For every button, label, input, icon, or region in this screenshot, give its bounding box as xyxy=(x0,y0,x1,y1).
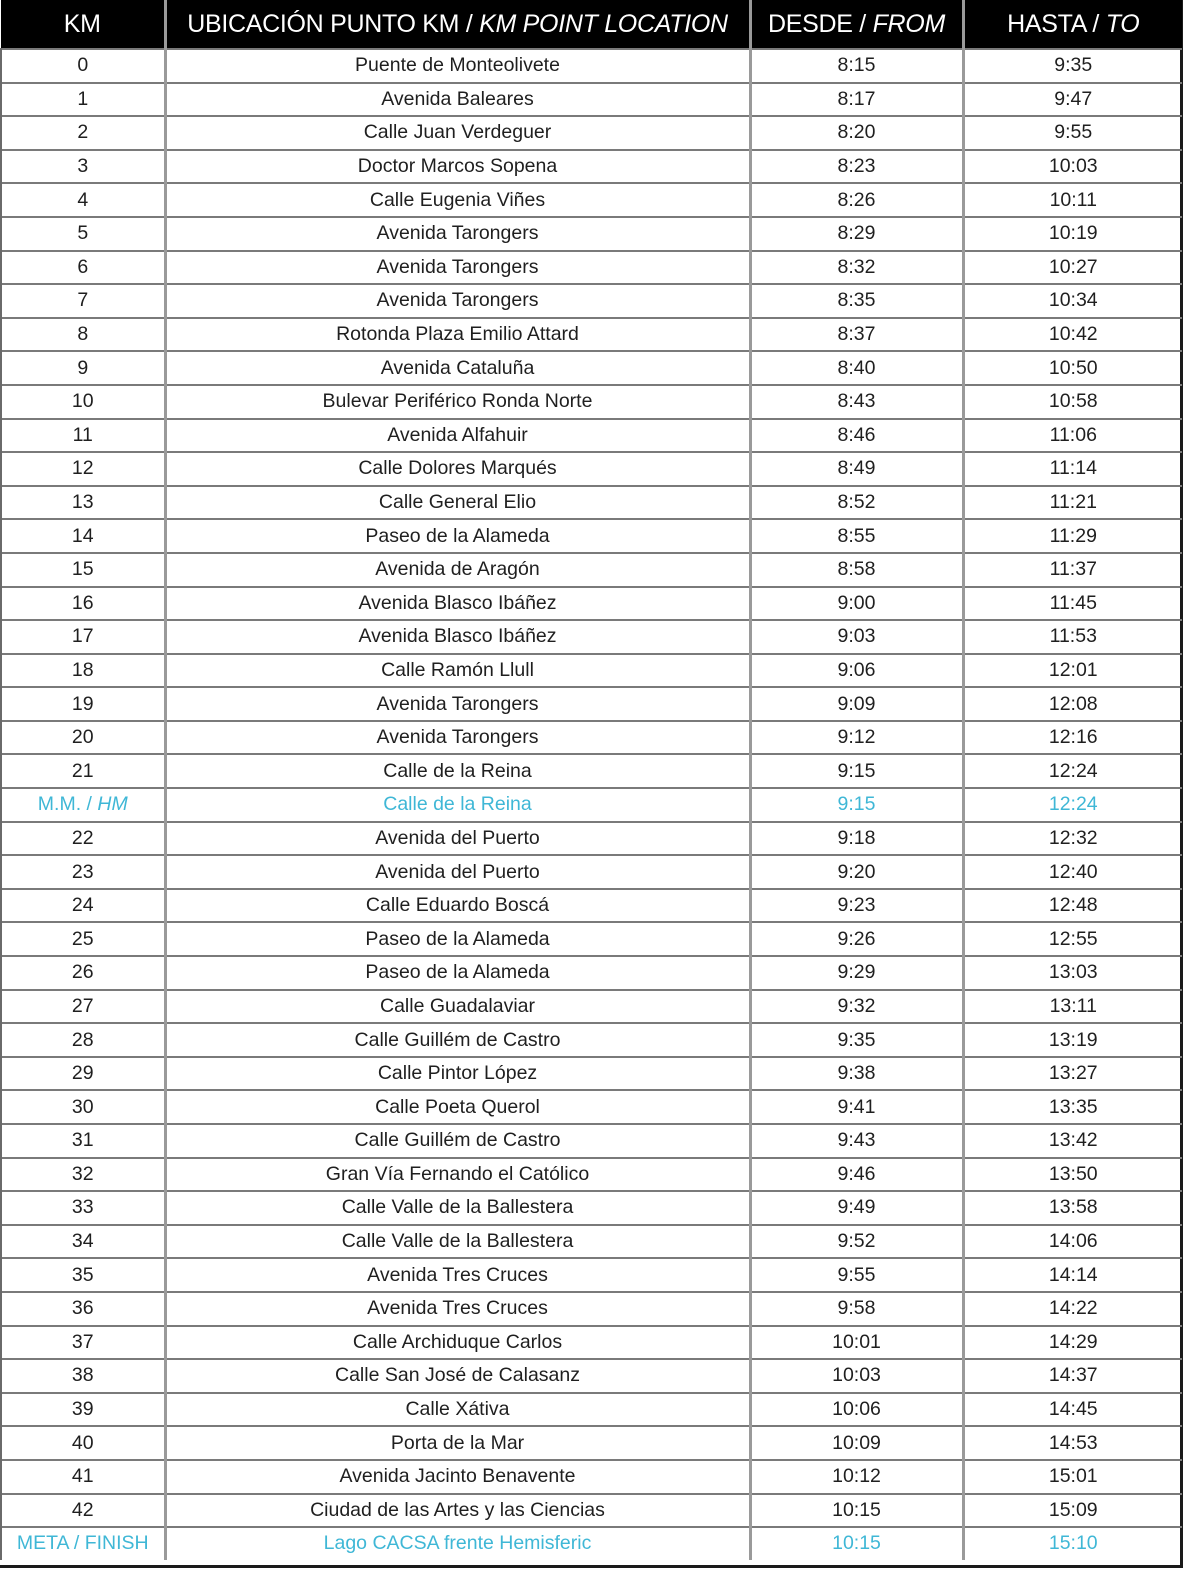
header-from: DESDE / FROM xyxy=(750,0,963,49)
from-time-cell: 10:03 xyxy=(750,1359,963,1393)
location-cell: Paseo de la Alameda xyxy=(165,519,750,553)
km-cell: 28 xyxy=(1,1023,165,1057)
from-time-cell: 9:18 xyxy=(750,822,963,856)
from-time-cell: 10:01 xyxy=(750,1326,963,1360)
to-time-cell: 13:19 xyxy=(963,1023,1182,1057)
km-cell: 33 xyxy=(1,1191,165,1225)
location-cell: Calle Guillém de Castro xyxy=(165,1124,750,1158)
from-time-cell: 8:26 xyxy=(750,183,963,217)
to-time-cell: 15:10 xyxy=(963,1527,1182,1560)
location-cell: Avenida Tarongers xyxy=(165,721,750,755)
from-time-cell: 10:06 xyxy=(750,1393,963,1427)
from-time-cell: 10:15 xyxy=(750,1527,963,1560)
table-row xyxy=(1,49,1182,83)
from-time-cell: 8:15 xyxy=(750,49,963,83)
location-cell: Calle San José de Calasanz xyxy=(165,1359,750,1393)
table-row xyxy=(1,1023,1182,1057)
from-time-cell: 9:41 xyxy=(750,1090,963,1124)
from-time-cell: 9:49 xyxy=(750,1191,963,1225)
location-cell: Avenida de Aragón xyxy=(165,553,750,587)
to-time-cell: 11:06 xyxy=(963,419,1182,453)
table-row xyxy=(1,1494,1182,1528)
km-cell: 35 xyxy=(1,1258,165,1292)
km-cell: 6 xyxy=(1,251,165,285)
location-cell: Avenida Tarongers xyxy=(165,284,750,318)
location-cell: Avenida Tres Cruces xyxy=(165,1292,750,1326)
to-time-cell: 11:21 xyxy=(963,486,1182,520)
from-time-cell: 8:20 xyxy=(750,116,963,150)
table-row-highlight xyxy=(1,1527,1182,1560)
from-time-cell: 9:06 xyxy=(750,654,963,688)
to-time-cell: 12:16 xyxy=(963,721,1182,755)
table-row xyxy=(1,385,1182,419)
location-cell: Paseo de la Alameda xyxy=(165,922,750,956)
location-cell: Calle Guillém de Castro xyxy=(165,1023,750,1057)
location-cell: Avenida del Puerto xyxy=(165,822,750,856)
km-cell: 19 xyxy=(1,687,165,721)
km-cell: 31 xyxy=(1,1124,165,1158)
table-row xyxy=(1,1292,1182,1326)
from-time-cell: 10:15 xyxy=(750,1494,963,1528)
table-row xyxy=(1,956,1182,990)
location-cell: Calle de la Reina xyxy=(165,754,750,788)
location-cell: Bulevar Periférico Ronda Norte xyxy=(165,385,750,419)
from-time-cell: 9:43 xyxy=(750,1124,963,1158)
table-row xyxy=(1,754,1182,788)
to-time-cell: 12:08 xyxy=(963,687,1182,721)
from-time-cell: 9:15 xyxy=(750,754,963,788)
to-time-cell: 11:53 xyxy=(963,620,1182,654)
header-location: UBICACIÓN PUNTO KM / KM POINT LOCATION xyxy=(165,0,750,49)
table-row xyxy=(1,922,1182,956)
to-time-cell: 14:29 xyxy=(963,1326,1182,1360)
location-cell: Calle Juan Verdeguer xyxy=(165,116,750,150)
to-time-cell: 10:11 xyxy=(963,183,1182,217)
to-time-cell: 9:47 xyxy=(963,83,1182,117)
table-row xyxy=(1,990,1182,1024)
km-cell: 4 xyxy=(1,183,165,217)
to-time-cell: 13:03 xyxy=(963,956,1182,990)
from-time-cell: 9:32 xyxy=(750,990,963,1024)
km-cell: 8 xyxy=(1,318,165,352)
location-cell: Calle Valle de la Ballestera xyxy=(165,1191,750,1225)
to-time-cell: 10:03 xyxy=(963,150,1182,184)
to-time-cell: 14:53 xyxy=(963,1426,1182,1460)
km-cell: 27 xyxy=(1,990,165,1024)
table-row xyxy=(1,251,1182,285)
km-cell: 0 xyxy=(1,49,165,83)
table-row xyxy=(1,1460,1182,1494)
km-cell: 39 xyxy=(1,1393,165,1427)
from-time-cell: 8:29 xyxy=(750,217,963,251)
table-row xyxy=(1,1326,1182,1360)
to-time-cell: 11:37 xyxy=(963,553,1182,587)
km-cell: 9 xyxy=(1,351,165,385)
location-cell: Avenida del Puerto xyxy=(165,855,750,889)
from-time-cell: 9:55 xyxy=(750,1258,963,1292)
from-time-cell: 8:49 xyxy=(750,452,963,486)
to-time-cell: 10:42 xyxy=(963,318,1182,352)
table-row xyxy=(1,1090,1182,1124)
to-time-cell: 14:14 xyxy=(963,1258,1182,1292)
location-cell: Calle de la Reina xyxy=(165,788,750,822)
km-cell: 40 xyxy=(1,1426,165,1460)
km-cell: 7 xyxy=(1,284,165,318)
location-cell: Calle Xátiva xyxy=(165,1393,750,1427)
location-cell: Avenida Blasco Ibáñez xyxy=(165,620,750,654)
to-time-cell: 10:27 xyxy=(963,251,1182,285)
from-time-cell: 10:12 xyxy=(750,1460,963,1494)
to-time-cell: 10:50 xyxy=(963,351,1182,385)
location-cell: Avenida Alfahuir xyxy=(165,419,750,453)
km-cell: META / FINISH xyxy=(1,1527,165,1560)
table-row xyxy=(1,553,1182,587)
table-row xyxy=(1,721,1182,755)
location-cell: Puente de Monteolivete xyxy=(165,49,750,83)
to-time-cell: 13:58 xyxy=(963,1191,1182,1225)
to-time-cell: 12:32 xyxy=(963,822,1182,856)
to-time-cell: 12:55 xyxy=(963,922,1182,956)
location-cell: Calle Pintor López xyxy=(165,1057,750,1091)
table-row xyxy=(1,889,1182,923)
table-row xyxy=(1,1225,1182,1259)
km-cell: 18 xyxy=(1,654,165,688)
km-cell: 5 xyxy=(1,217,165,251)
km-cell: 26 xyxy=(1,956,165,990)
location-cell: Calle Guadalaviar xyxy=(165,990,750,1024)
from-time-cell: 9:15 xyxy=(750,788,963,822)
to-time-cell: 9:55 xyxy=(963,116,1182,150)
header-km: KM xyxy=(1,0,165,49)
from-time-cell: 8:55 xyxy=(750,519,963,553)
location-cell: Avenida Tres Cruces xyxy=(165,1258,750,1292)
location-cell: Lago CACSA frente Hemisferic xyxy=(165,1527,750,1560)
table-row xyxy=(1,620,1182,654)
table-body xyxy=(1,49,1182,1560)
km-cell: 1 xyxy=(1,83,165,117)
to-time-cell: 14:45 xyxy=(963,1393,1182,1427)
from-time-cell: 9:35 xyxy=(750,1023,963,1057)
km-cell: 25 xyxy=(1,922,165,956)
km-cell: 13 xyxy=(1,486,165,520)
km-cell: 15 xyxy=(1,553,165,587)
location-cell: Gran Vía Fernando el Católico xyxy=(165,1158,750,1192)
header-to: HASTA / TO xyxy=(963,0,1182,49)
from-time-cell: 8:32 xyxy=(750,251,963,285)
from-time-cell: 8:52 xyxy=(750,486,963,520)
to-time-cell: 12:01 xyxy=(963,654,1182,688)
km-cell: 29 xyxy=(1,1057,165,1091)
location-cell: Calle Poeta Querol xyxy=(165,1090,750,1124)
km-cell: 34 xyxy=(1,1225,165,1259)
km-cell: 38 xyxy=(1,1359,165,1393)
location-cell: Avenida Baleares xyxy=(165,83,750,117)
location-cell: Rotonda Plaza Emilio Attard xyxy=(165,318,750,352)
table-row xyxy=(1,1258,1182,1292)
to-time-cell: 12:24 xyxy=(963,754,1182,788)
table-header xyxy=(1,0,1182,49)
table-row xyxy=(1,83,1182,117)
from-time-cell: 9:20 xyxy=(750,855,963,889)
km-cell: 36 xyxy=(1,1292,165,1326)
table-row xyxy=(1,150,1182,184)
from-time-cell: 9:46 xyxy=(750,1158,963,1192)
location-cell: Doctor Marcos Sopena xyxy=(165,150,750,184)
km-cell: 11 xyxy=(1,419,165,453)
table-row xyxy=(1,1158,1182,1192)
location-cell: Calle Eugenia Viñes xyxy=(165,183,750,217)
to-time-cell: 11:45 xyxy=(963,587,1182,621)
to-time-cell: 13:35 xyxy=(963,1090,1182,1124)
from-time-cell: 9:09 xyxy=(750,687,963,721)
from-time-cell: 9:03 xyxy=(750,620,963,654)
km-cell: 30 xyxy=(1,1090,165,1124)
to-time-cell: 13:27 xyxy=(963,1057,1182,1091)
location-cell: Paseo de la Alameda xyxy=(165,956,750,990)
km-cell: 20 xyxy=(1,721,165,755)
to-time-cell: 12:40 xyxy=(963,855,1182,889)
location-cell: Avenida Tarongers xyxy=(165,687,750,721)
location-cell: Avenida Blasco Ibáñez xyxy=(165,587,750,621)
table-row xyxy=(1,318,1182,352)
from-time-cell: 9:58 xyxy=(750,1292,963,1326)
from-time-cell: 8:37 xyxy=(750,318,963,352)
table-row xyxy=(1,1124,1182,1158)
from-time-cell: 9:12 xyxy=(750,721,963,755)
table-row xyxy=(1,1426,1182,1460)
km-cell: 32 xyxy=(1,1158,165,1192)
table-row xyxy=(1,1191,1182,1225)
from-time-cell: 9:52 xyxy=(750,1225,963,1259)
km-cell: 14 xyxy=(1,519,165,553)
from-time-cell: 8:23 xyxy=(750,150,963,184)
km-cell: 17 xyxy=(1,620,165,654)
from-time-cell: 8:40 xyxy=(750,351,963,385)
km-cell: 41 xyxy=(1,1460,165,1494)
location-cell: Calle General Elio xyxy=(165,486,750,520)
from-time-cell: 9:23 xyxy=(750,889,963,923)
from-time-cell: 8:35 xyxy=(750,284,963,318)
km-cell: 12 xyxy=(1,452,165,486)
to-time-cell: 13:50 xyxy=(963,1158,1182,1192)
table-row xyxy=(1,1393,1182,1427)
location-cell: Calle Dolores Marqués xyxy=(165,452,750,486)
km-cell: 16 xyxy=(1,587,165,621)
location-cell: Avenida Tarongers xyxy=(165,217,750,251)
km-cell: M.M. / HM xyxy=(1,788,165,822)
km-cell: 42 xyxy=(1,1494,165,1528)
from-time-cell: 9:29 xyxy=(750,956,963,990)
table-row xyxy=(1,217,1182,251)
from-time-cell: 9:00 xyxy=(750,587,963,621)
km-cell: 3 xyxy=(1,150,165,184)
table-row xyxy=(1,351,1182,385)
km-cell: 37 xyxy=(1,1326,165,1360)
table-row xyxy=(1,519,1182,553)
table-row xyxy=(1,687,1182,721)
to-time-cell: 12:24 xyxy=(963,788,1182,822)
km-cell: 21 xyxy=(1,754,165,788)
km-cell: 10 xyxy=(1,385,165,419)
from-time-cell: 8:46 xyxy=(750,419,963,453)
location-cell: Calle Valle de la Ballestera xyxy=(165,1225,750,1259)
location-cell: Calle Ramón Llull xyxy=(165,654,750,688)
to-time-cell: 14:06 xyxy=(963,1225,1182,1259)
table-row xyxy=(1,116,1182,150)
to-time-cell: 15:09 xyxy=(963,1494,1182,1528)
table-row xyxy=(1,654,1182,688)
table-row-highlight xyxy=(1,788,1182,822)
from-time-cell: 9:26 xyxy=(750,922,963,956)
to-time-cell: 13:11 xyxy=(963,990,1182,1024)
to-time-cell: 12:48 xyxy=(963,889,1182,923)
table-row xyxy=(1,587,1182,621)
to-time-cell: 15:01 xyxy=(963,1460,1182,1494)
from-time-cell: 8:17 xyxy=(750,83,963,117)
to-time-cell: 11:14 xyxy=(963,452,1182,486)
location-cell: Avenida Jacinto Benavente xyxy=(165,1460,750,1494)
to-time-cell: 14:37 xyxy=(963,1359,1182,1393)
to-time-cell: 10:19 xyxy=(963,217,1182,251)
table-row xyxy=(1,284,1182,318)
location-cell: Porta de la Mar xyxy=(165,1426,750,1460)
table-row xyxy=(1,183,1182,217)
table-row xyxy=(1,822,1182,856)
table-row xyxy=(1,1359,1182,1393)
location-cell: Avenida Tarongers xyxy=(165,251,750,285)
to-time-cell: 13:42 xyxy=(963,1124,1182,1158)
location-cell: Ciudad de las Artes y las Ciencias xyxy=(165,1494,750,1528)
table-row xyxy=(1,419,1182,453)
to-time-cell: 10:34 xyxy=(963,284,1182,318)
location-cell: Calle Eduardo Boscá xyxy=(165,889,750,923)
table-row xyxy=(1,1057,1182,1091)
from-time-cell: 8:58 xyxy=(750,553,963,587)
from-time-cell: 9:38 xyxy=(750,1057,963,1091)
km-cell: 2 xyxy=(1,116,165,150)
km-cell: 22 xyxy=(1,822,165,856)
table-row xyxy=(1,452,1182,486)
table-row xyxy=(1,486,1182,520)
to-time-cell: 9:35 xyxy=(963,49,1182,83)
to-time-cell: 14:22 xyxy=(963,1292,1182,1326)
to-time-cell: 11:29 xyxy=(963,519,1182,553)
table-row xyxy=(1,855,1182,889)
location-cell: Avenida Cataluña xyxy=(165,351,750,385)
to-time-cell: 10:58 xyxy=(963,385,1182,419)
from-time-cell: 10:09 xyxy=(750,1426,963,1460)
location-cell: Calle Archiduque Carlos xyxy=(165,1326,750,1360)
km-cell: 23 xyxy=(1,855,165,889)
km-cell: 24 xyxy=(1,889,165,923)
from-time-cell: 8:43 xyxy=(750,385,963,419)
